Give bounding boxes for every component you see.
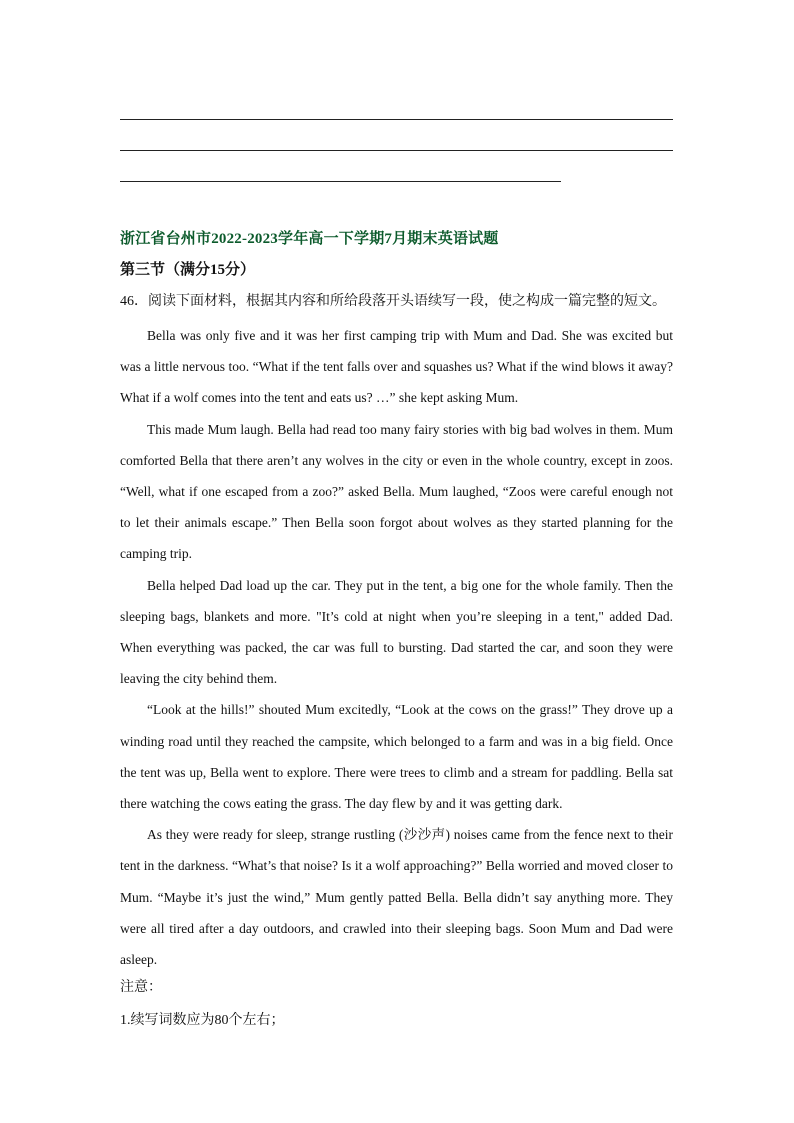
note-item: 1.续写词数应为80个左右； (120, 1013, 285, 1028)
passage-paragraph: “Look at the hills!” shouted Mum excitedly, “Look at the cows on the grass!” They drove up a winding road until they reached the campsite, which belonged to a farm and was in a big field. Once the tent was up, Bella went to explore. There were trees to climb and a stream for paddling. Bella sat there watching the cows eating the grass. The day flew by and it was getting dark. (120, 702, 673, 812)
answer-line-3 (120, 181, 561, 182)
answer-line-2 (120, 150, 673, 151)
passage-paragraph: As they were ready for sleep, strange rustling (沙沙声) noises came from the fence next to their tent in the darkness. “What’s that noise? Is it a wolf approaching?” Bella worried and moved closer to Mum. “Maybe it’s just the wind,” Mum gently patted Bella. Bella didn’t say anything more. They were all tired after a day outdoors, and crawled into their sleeping bags. Soon Mum and Dad were asleep. (120, 827, 673, 968)
passage-paragraph: Bella was only five and it was her first camping trip with Mum and Dad. She was excited but was a little nervous too. “What if the tent falls over and squashes us? What if the wind blows it away? What if a wolf comes into the tent and eats us? …” she kept asking Mum. (120, 328, 673, 406)
section-title: 第三节（满分15分） (120, 262, 256, 278)
passage-paragraph: This made Mum laugh. Bella had read too many fairy stories with big bad wolves in them. Mum comforted Bella that there aren’t any wolves in the city or even in the whole country, except in zoos. “Well, what if one escaped from a zoo?” asked Bella. Mum laughed, “Zoos were careful enough not to let their animals escape.” Then Bella soon forgot about wolves as they started planning for the camping trip. (120, 421, 673, 562)
exam-title: 浙江省台州市2022-2023学年高一下学期7月期末英语试题 (120, 231, 499, 247)
passage (120, 320, 673, 975)
question-prompt: 46．阅读下面材料，根据其内容和所给段落开头语续写一段，使之构成一篇完整的短文。 (120, 294, 666, 309)
answer-line-1 (120, 119, 673, 120)
passage-paragraph: Bella helped Dad load up the car. They put in the tent, a big one for the whole family. Then the sleeping bags, blankets and more. "It’s cold at night when you’re sleeping in a tent," added Dad. When everything was packed, the car was full to bursting. Dad started the car, and soon they were leaving the city behind them. (120, 577, 673, 687)
notes-title: 注意： (120, 980, 162, 995)
